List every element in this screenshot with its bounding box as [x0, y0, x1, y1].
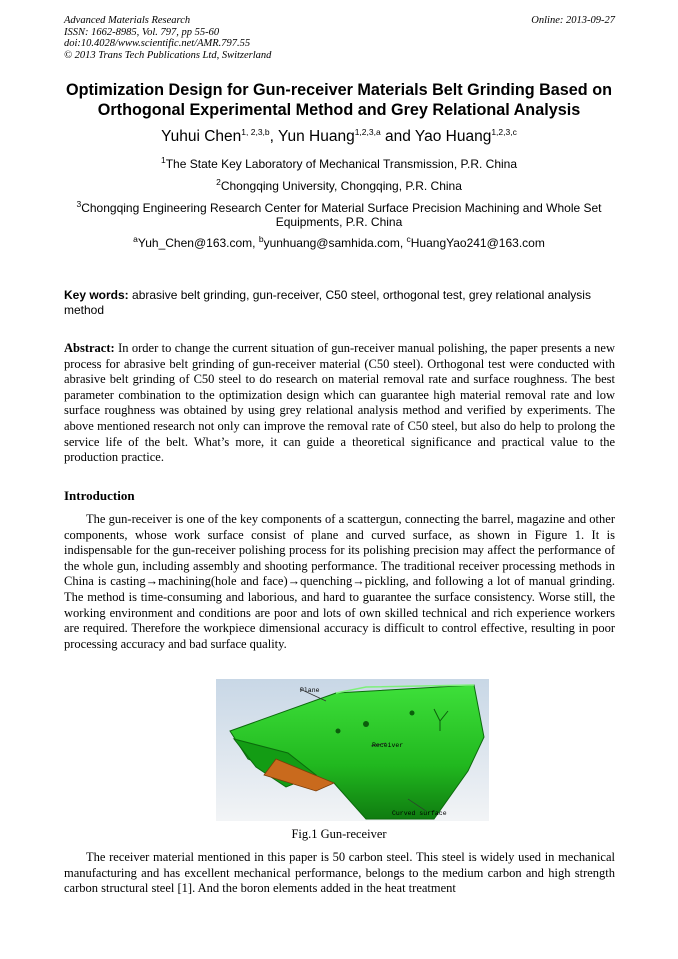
title-line-1: Optimization Design for Gun-receiver Materials Belt Grinding Based on: [66, 81, 612, 99]
copyright: © 2013 Trans Tech Publications Ltd, Switzerland: [64, 49, 272, 61]
email-b: yunhuang@samhida.com,: [263, 236, 407, 250]
aff1-text: The State Key Laboratory of Mechanical Transmission, P.R. China: [165, 157, 518, 171]
author-3: Yao Huang: [414, 128, 492, 145]
email-c-mark: c: [406, 234, 411, 244]
intro-paragraph-2: The receiver material mentioned in this paper is 50 carbon steel. This steel is widely used in mechanical manufacturing and has excellent mechanical performance, belongs to the medium carbon and high strength carbon structural steel [1]. And the boron elements added in the heat treatment: [64, 850, 615, 896]
author-2-affil: 1,2,3,a: [354, 126, 381, 137]
email-b-mark: b: [258, 234, 264, 244]
label-curved-surface: Curved surface: [392, 810, 447, 817]
keywords-text: abrasive belt grinding, gun-receiver, C50 steel, orthogonal test, grey relational analysis method: [64, 288, 591, 317]
author-2: Yun Huang: [277, 128, 355, 145]
author-1: Yuhui Chen: [161, 128, 242, 145]
abstract-label: Abstract:: [64, 341, 115, 355]
author-1-affil: 1, 2,3,b: [241, 126, 270, 137]
abstract: [64, 341, 615, 466]
receiver-hole: [410, 711, 415, 716]
title-line-2: Orthogonal Experimental Method and Grey Relational Analysis: [97, 101, 581, 119]
abstract-text: In order to change the current situation of gun-receiver manual polishing, the paper presents a new process for abrasive belt grinding of gun-receiver material (C50 steel). Orthogonal test were conducted with abrasive belt grinding of C50 steel to do research on material removal rate and surface roughness. The best parameter combination to the optimization design which can guarantee high material removal rate and low surface roughness was obtained by using grey relational analysis method and verified by experiments. The above mentioned research not only can improve the removal rate of C50 steel, but also do help to prolong the service life of the belt. What’s more, it can guide a theoretical significance and practical value to the production practice.: [64, 341, 615, 465]
receiver-hole: [363, 721, 369, 727]
paper-title: [40, 80, 638, 120]
email-a-mark: a: [133, 234, 138, 244]
section-heading-introduction: Introduction: [64, 488, 135, 503]
doi: doi:10.4028/www.scientific.net/AMR.797.55: [64, 38, 251, 49]
affiliation-3: [50, 201, 628, 229]
journal-name: Advanced Materials Research: [64, 15, 191, 26]
aff3-num: 3: [76, 199, 82, 209]
receiver-hole: [336, 729, 341, 734]
online-date: Online: 2013-09-27: [531, 15, 615, 26]
keywords: [64, 288, 615, 318]
author-sep-1: ,: [269, 128, 278, 145]
aff3-text: Chongqing Engineering Research Center for Material Surface Precision Machining and Whole Set Equipments, P.R. China: [81, 201, 602, 229]
author-3-affil: 1,2,3,c: [491, 126, 517, 137]
affiliation-2: [50, 179, 628, 193]
aff2-num: 2: [216, 177, 221, 187]
intro-paragraph-1: The gun-receiver is one of the key components of a scattergun, connecting the barrel, magazine and other components, whose work surface consist of plane and curved surface, as shown in Figure 1. It is indispensable for the gun-receiver polishing process for its polishing precision may affect the performance of the whole gun, including assembly and shooting performance. The traditional receiver processing methods in China is casting→machining(hole and face)→quenching→pickling, and following a lot of manual grinding. The method is time-consuming and laborious, and hard to guarantee the surface consistency. Worse still, the working environment and conditions are poor and lots of own skilled technical and rich experience workers are required. Therefore the workpiece dimensional accuracy is difficult to control effective, resulting in poor processing accuracy and bad surface quality.: [64, 512, 615, 651]
affiliation-1: [50, 157, 628, 171]
label-plane: Plane: [300, 687, 320, 694]
email-c: HuangYao241@163.com: [410, 236, 545, 250]
aff2-text: Chongqing University, Chongqing, P.R. China: [220, 179, 462, 193]
figure-caption: Fig.1 Gun-receiver: [291, 827, 387, 841]
figure-gun-receiver: [216, 679, 489, 821]
journal-header: [64, 15, 271, 61]
authors: [0, 128, 678, 146]
email-a: Yuh_Chen@163.com,: [137, 236, 259, 250]
keywords-label: Key words:: [64, 288, 129, 302]
issn: ISSN: 1662-8985, Vol. 797, pp 55-60: [64, 26, 220, 38]
author-sep-2: and: [380, 128, 415, 145]
emails: [50, 236, 628, 250]
aff1-num: 1: [160, 155, 166, 165]
label-receiver: Receiver: [372, 742, 404, 749]
